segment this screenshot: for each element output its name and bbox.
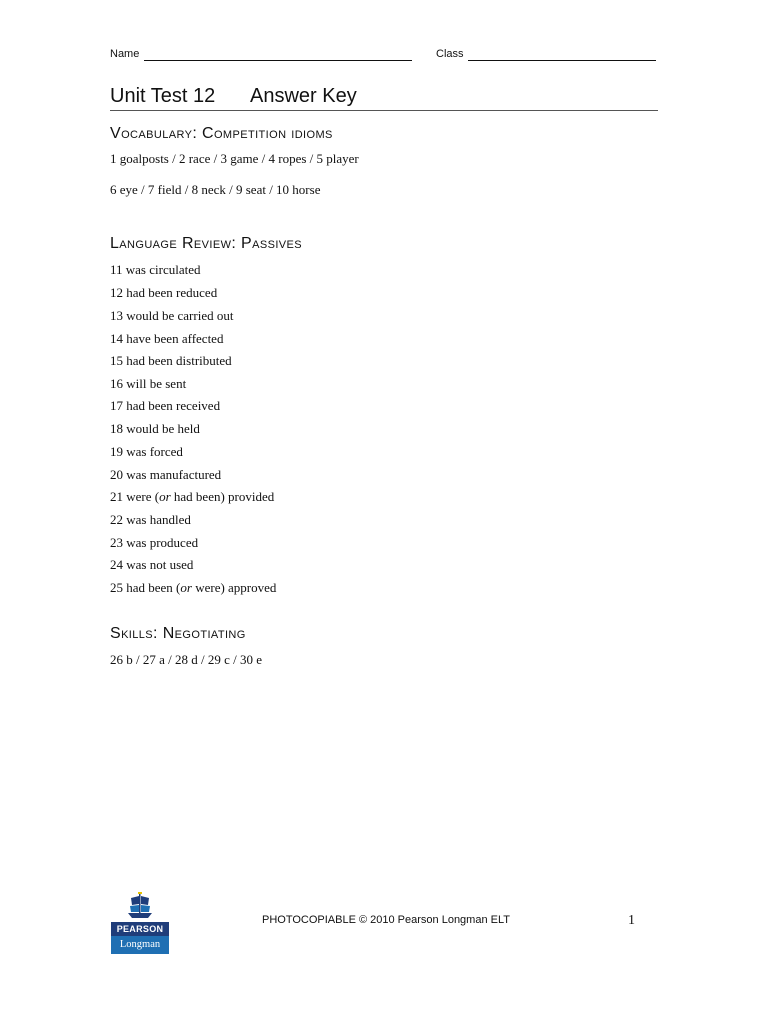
answer-25-part-a: 25 had been ( [110,580,181,595]
answer-21-or: or [159,489,171,504]
ship-icon [125,892,155,920]
class-label: Class [436,48,464,60]
answer-21-part-a: 21 were ( [110,489,160,504]
answer-13: 13 would be carried out [110,308,234,323]
pearson-longman-logo [111,892,169,954]
copyright-notice: PHOTOCOPIABLE © 2010 Pearson Longman ELT [262,914,510,926]
answer-19: 19 was forced [110,444,183,459]
answer-20: 20 was manufactured [110,467,222,482]
name-label: Name [110,48,140,60]
skills-answers: 26 b / 27 a / 28 d / 29 c / 30 e [110,652,263,667]
skills-heading: Skills: Negotiating [110,625,246,642]
answer-23: 23 was produced [110,535,199,550]
page-title [110,84,658,111]
student-info-line [110,48,658,66]
answer-key-title: Answer Key [250,85,357,107]
vocabulary-heading: Vocabulary: Competition idioms [110,125,333,142]
answer-11: 11 was circulated [110,262,201,277]
answer-18: 18 would be held [110,421,200,436]
answer-24: 24 was not used [110,557,194,572]
answer-21-part-b: had been) provided [170,489,275,504]
answer-12: 12 had been reduced [110,285,218,300]
vocabulary-answers-1: 1 goalposts / 2 race / 3 game / 4 ropes / 5 player [110,151,359,166]
name-blank[interactable] [144,60,412,61]
answer-17: 17 had been received [110,398,221,413]
vocabulary-answers-2: 6 eye / 7 field / 8 neck / 9 seat / 10 horse [110,182,321,197]
answer-22: 22 was handled [110,512,191,527]
language-review-heading: Language Review: Passives [110,235,302,252]
answer-15: 15 had been distributed [110,353,232,368]
answer-21 [110,489,274,505]
answer-25-part-b: were) approved [191,580,277,595]
answer-14: 14 have been affected [110,331,224,346]
page-number: 1 [628,913,635,928]
answer-25 [110,580,276,596]
answer-16: 16 will be sent [110,376,187,391]
logo-longman-text: Longman [111,936,169,954]
class-blank[interactable] [468,60,656,61]
logo-pearson-text: PEARSON [111,922,169,936]
answer-25-or: or [180,580,192,595]
unit-title: Unit Test 12 [110,85,216,107]
